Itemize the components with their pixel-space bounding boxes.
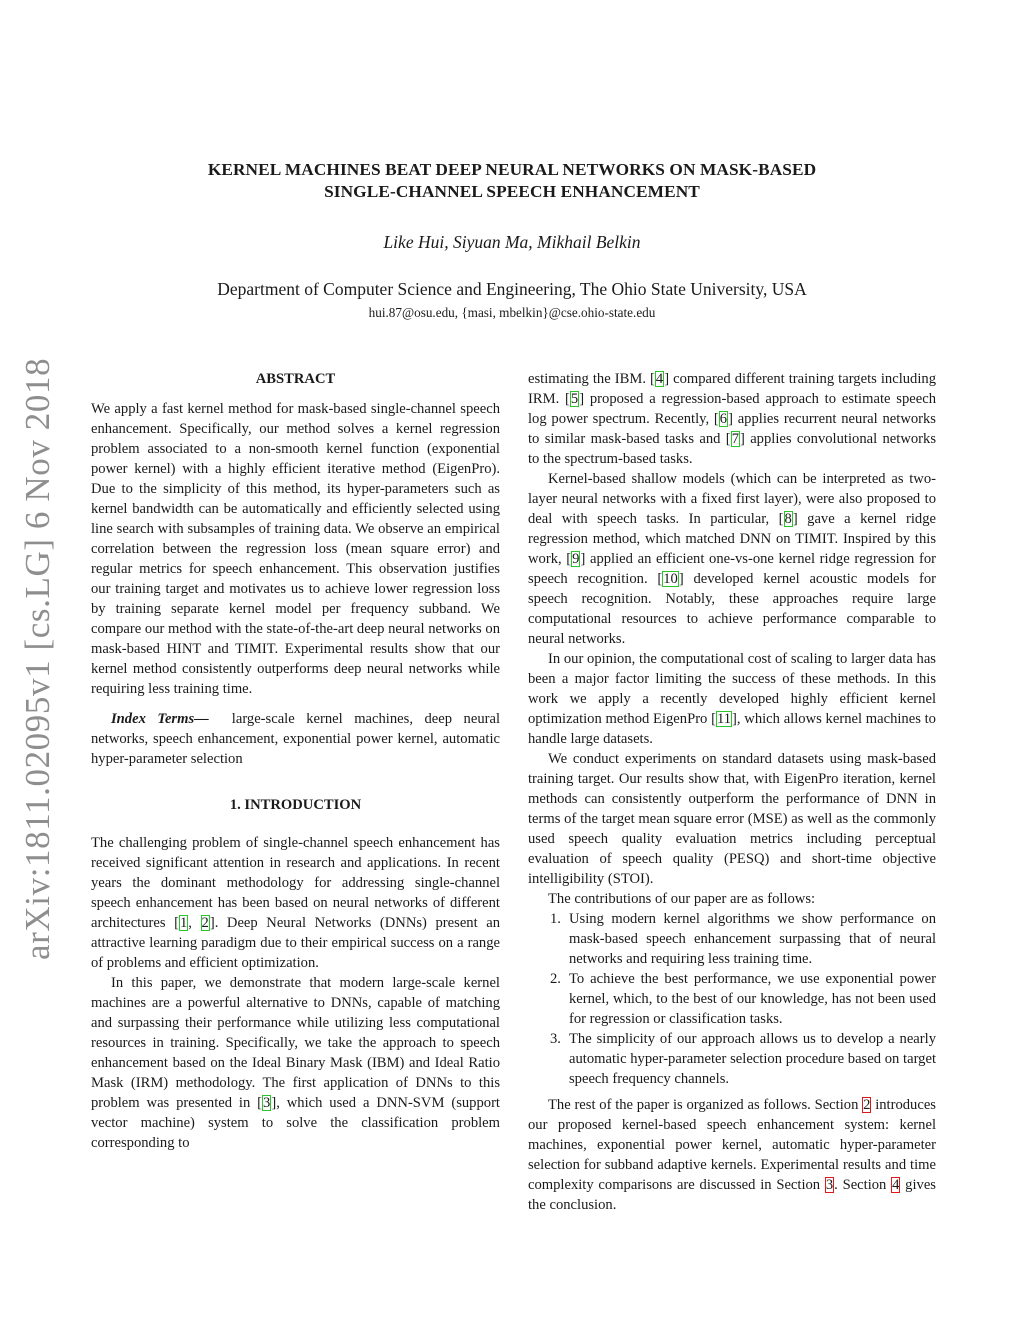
contribution-item-1	[528, 909, 936, 969]
contributions-list	[528, 909, 936, 1089]
arxiv-identifier: arXiv:1811.02095v1 [cs.LG] 6 Nov 2018	[18, 357, 57, 960]
intro-paragraph-5	[528, 649, 936, 749]
intro-p3-text-c: ] proposed a regression-based approach to estimate speech log power spectrum. Recently, [	[528, 391, 936, 427]
affiliation: Department of Computer Science and Engineering, The Ohio State University, USA	[217, 279, 807, 299]
intro-p4-text-a: Kernel-based shallow models (which can be interpreted as two-layer neural networks with a fixed first layer), were also proposed to deal with speech tasks. In particular, [	[528, 471, 936, 527]
index-terms-text: large-scale kernel machines, deep neural networks, speech enhancement, exponential power kernel, automatic hyper-parameter selection	[91, 711, 501, 767]
intro-p1-text-b: ,	[188, 915, 201, 931]
intro-p3-text-e: ] applies convolutional networks to the spectrum-based tasks.	[528, 431, 936, 467]
index-terms-label: Index Terms—	[111, 711, 209, 727]
intro-paragraph-1	[91, 833, 500, 973]
rest-text-c: . Section	[834, 1177, 892, 1193]
intro-paragraph-4	[528, 469, 936, 649]
intro-p3-text-a: estimating the IBM. [	[528, 371, 655, 387]
section-link-3[interactable]: 3	[825, 1177, 834, 1193]
citation-link-6[interactable]: 6	[719, 411, 728, 427]
contribution-text: To achieve the best performance, we use exponential power kernel, which, to the best of our knowledge, has not been used for regression or classification tasks.	[569, 971, 936, 1027]
contributions-intro: The contributions of our paper are as follows:	[548, 891, 816, 907]
rest-text-b: introduces our proposed kernel-based speech enhancement system: kernel machines, exponential power kernel, automatic hyper-parameter selection for subband adaptive kernels. Experimental results and time complexity comparisons are discussed in Section	[528, 1097, 936, 1193]
citation-link-3[interactable]: 3	[263, 1095, 271, 1111]
author-emails: hui.87@osu.edu, {masi, mbelkin}@cse.ohio-state.edu	[368, 305, 656, 320]
citation-link-11[interactable]: 11	[716, 711, 732, 727]
rest-text-a: The rest of the paper is organized as follows. Section	[548, 1097, 863, 1113]
intro-p5-text-b: ], which allows kernel machines to handle large datasets.	[528, 711, 936, 747]
citation-link-10[interactable]: 10	[663, 571, 678, 587]
intro-p5-text-a: In our opinion, the computational cost of scaling to larger data has been a major factor limiting the success of these methods. In this work we apply a recently developed highly efficient kernel optimization method EigenPro [	[528, 651, 936, 727]
introduction-heading: 1. INTRODUCTION	[229, 797, 362, 813]
contribution-item-2	[528, 969, 936, 1029]
intro-paragraph-2	[91, 973, 500, 1153]
contribution-number: 1.	[550, 911, 561, 927]
intro-paragraph-3	[528, 369, 936, 469]
intro-p4-text-c: ] applied an efficient one-vs-one kernel ridge regression for speech recognition. [	[528, 551, 936, 587]
intro-p1-text-a: The challenging problem of single-channel speech enhancement has received significant attention in research and applications. In recent years the dominant methodology for addressing single-channel speech enhancement has been based on neural networks of different architectures [	[91, 835, 500, 931]
contribution-number: 2.	[550, 971, 561, 987]
index-terms	[91, 709, 500, 769]
citation-link-1[interactable]: 1	[180, 915, 188, 931]
title-line-2: SINGLE-CHANNEL SPEECH ENHANCEMENT	[324, 182, 700, 201]
right-column	[528, 369, 936, 1215]
abstract-heading: ABSTRACT	[255, 371, 336, 387]
section-link-4[interactable]: 4	[892, 1177, 900, 1193]
left-column	[91, 369, 500, 1153]
contribution-number: 3.	[550, 1031, 561, 1047]
citation-link-7[interactable]: 7	[731, 431, 739, 447]
rest-text-d: gives the conclusion.	[528, 1177, 936, 1213]
abstract-text: We apply a fast kernel method for mask-based single-channel speech enhancement. Specifically, our method solves a kernel regression problem associated to a non-smooth kernel function (exponential power kernel) with a highly efficient iterative method (EigenPro). Due to the simplicity of this method, its hyper-parameters such as kernel bandwidth can be automatically and efficiently selected using line search with subsamples of training data. We observe an empirical correlation between the regression loss (mean square error) and regular metrics for speech enhancement. This observation justifies our training target and motivates us to achieve lower regression loss by training separate kernel model per frequency subband. We compare our method with the state-of-the-art deep neural networks on mask-based HINT and TIMIT. Experimental results show that our kernel method consistently outperforms deep neural networks while requiring less training time.	[91, 401, 500, 697]
citation-link-9[interactable]: 9	[572, 551, 580, 567]
contribution-text: Using modern kernel algorithms we show performance on mask-based speech enhancement surpassing that of neural networks and requiring less training time.	[569, 911, 936, 967]
intro-p2-text-b: ], which used a DNN-SVM (support vector machine) system to solve the classification problem corresponding to	[91, 1095, 500, 1151]
section-link-2[interactable]: 2	[863, 1097, 871, 1113]
citation-link-5[interactable]: 5	[570, 391, 579, 407]
paper-organization-paragraph	[528, 1095, 936, 1215]
intro-p1-text-c: ]. Deep Neural Networks (DNNs) present an attractive learning paradigm due to their empirical success on a range of problems and efficient optimization.	[91, 915, 501, 971]
intro-p4-text-b: ] gave a kernel ridge regression method, which matched DNN on TIMIT. Inspired by this work, [	[528, 511, 936, 567]
citation-link-8[interactable]: 8	[784, 511, 792, 527]
intro-p4-text-d: ] developed kernel acoustic models for speech recognition. Notably, these approaches require large computational resources to achieve performance comparable to neural networks.	[528, 571, 936, 647]
paper-title	[80, 159, 944, 203]
intro-p3-text-d: ] applies recurrent neural networks to similar mask-based tasks and [	[528, 411, 936, 447]
citation-link-2[interactable]: 2	[201, 915, 209, 931]
intro-paragraph-6: We conduct experiments on standard datasets using mask-based training target. Our results show that, with EigenPro iteration, kernel methods can consistently outperform the performance of DNN in terms of the target mean square error (MSE) as well as the commonly used speech quality evaluation metrics including perceptual evaluation of speech quality (PESQ) and short-time objective intelligibility (STOI).	[528, 751, 936, 887]
intro-p2-text-a: In this paper, we demonstrate that modern large-scale kernel machines are a powerful alternative to DNNs, capable of matching and surpassing their performance while utilizing less computational resources in training. Specifically, we take the approach to speech enhancement based on the Ideal Binary Mask (IBM) and Ideal Ratio Mask (IRM) methodology. The first application of DNNs to this problem was presented in [	[91, 975, 500, 1111]
contribution-item-3	[528, 1029, 936, 1089]
intro-p3-text-b: ] compared different training targets including IRM. [	[528, 371, 937, 407]
title-line-1: KERNEL MACHINES BEAT DEEP NEURAL NETWORKS ON MASK-BASED	[207, 160, 817, 179]
contribution-text: The simplicity of our approach allows us to develop a nearly automatic hyper-parameter selection procedure based on target speech frequency channels.	[569, 1031, 936, 1087]
citation-link-4[interactable]: 4	[655, 371, 664, 387]
authors: Like Hui, Siyuan Ma, Mikhail Belkin	[383, 232, 641, 252]
